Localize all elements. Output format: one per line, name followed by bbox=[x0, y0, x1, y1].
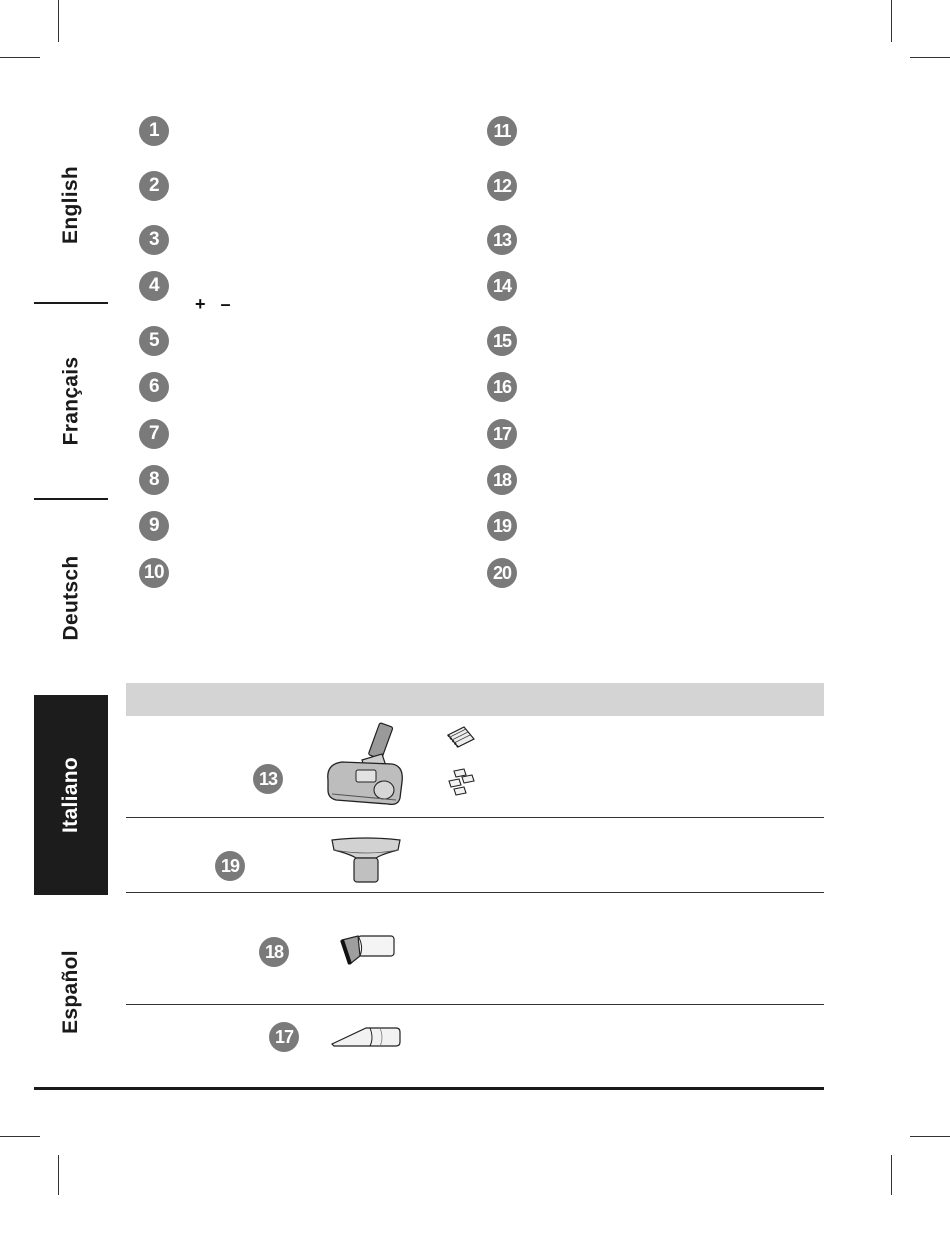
crop-mark bbox=[910, 1136, 950, 1137]
plus-icon: + bbox=[195, 294, 206, 314]
crevice-tool-icon bbox=[330, 1024, 402, 1050]
crop-mark bbox=[0, 57, 40, 58]
part-number-badge: 12 bbox=[487, 171, 517, 201]
accessory-number-badge: 18 bbox=[259, 937, 289, 967]
part-number-badge: 9 bbox=[139, 511, 169, 541]
accessory-number-badge: 17 bbox=[269, 1022, 299, 1052]
part-number-badge: 14 bbox=[487, 271, 517, 301]
part-number-badge: 4 bbox=[139, 271, 169, 301]
tab-divider bbox=[34, 498, 108, 500]
part-number-badge: 11 bbox=[487, 116, 517, 146]
crop-mark bbox=[58, 0, 59, 42]
upholstery-nozzle-icon bbox=[330, 836, 402, 886]
dusting-brush-icon bbox=[338, 928, 398, 968]
tab-deutsch[interactable] bbox=[34, 502, 108, 694]
brush-strip-icon bbox=[444, 725, 476, 751]
table-header bbox=[126, 683, 824, 716]
crop-mark bbox=[910, 57, 950, 58]
tab-divider bbox=[34, 302, 108, 304]
tab-italiano[interactable] bbox=[34, 695, 108, 895]
part-number-badge: 7 bbox=[139, 419, 169, 449]
tab-english[interactable] bbox=[34, 110, 108, 300]
part-number-badge: 16 bbox=[487, 372, 517, 402]
filter-pads-icon bbox=[446, 767, 476, 797]
tab-italiano-label: Italiano bbox=[59, 757, 83, 833]
part-number-badge: 15 bbox=[487, 326, 517, 356]
tab-english-label: English bbox=[59, 166, 83, 244]
tab-espanol-label: Español bbox=[59, 950, 83, 1034]
accessory-number-badge: 19 bbox=[215, 851, 245, 881]
part-number-badge: 3 bbox=[139, 225, 169, 255]
part-number-badge: 20 bbox=[487, 558, 517, 588]
crop-mark bbox=[0, 1136, 40, 1137]
tab-francais-label: Français bbox=[59, 356, 82, 446]
part-number-badge: 10 bbox=[139, 558, 169, 588]
part-number-badge: 17 bbox=[487, 419, 517, 449]
accessory-number-badge: 13 bbox=[253, 764, 283, 794]
part-number-badge: 8 bbox=[139, 465, 169, 495]
crop-mark bbox=[891, 0, 892, 42]
row-divider bbox=[126, 1004, 824, 1005]
crop-mark bbox=[58, 1155, 59, 1195]
tab-deutsch-label: Deutsch bbox=[59, 555, 83, 641]
crop-mark bbox=[891, 1155, 892, 1195]
part-number-badge: 5 bbox=[139, 326, 169, 356]
tab-francais[interactable] bbox=[34, 305, 108, 497]
part-number-badge: 1 bbox=[139, 116, 169, 146]
part-number-badge: 19 bbox=[487, 511, 517, 541]
part-number-badge: 13 bbox=[487, 225, 517, 255]
part-number-badge: 2 bbox=[139, 171, 169, 201]
plus-minus-symbols bbox=[195, 294, 241, 315]
bottom-rule bbox=[34, 1087, 824, 1090]
floor-brush-icon bbox=[322, 720, 408, 808]
minus-icon: – bbox=[220, 294, 231, 314]
part-number-badge: 6 bbox=[139, 372, 169, 402]
part-number-badge: 18 bbox=[487, 465, 517, 495]
row-divider bbox=[126, 817, 824, 818]
tab-espanol[interactable] bbox=[34, 897, 108, 1087]
row-divider bbox=[126, 892, 824, 893]
